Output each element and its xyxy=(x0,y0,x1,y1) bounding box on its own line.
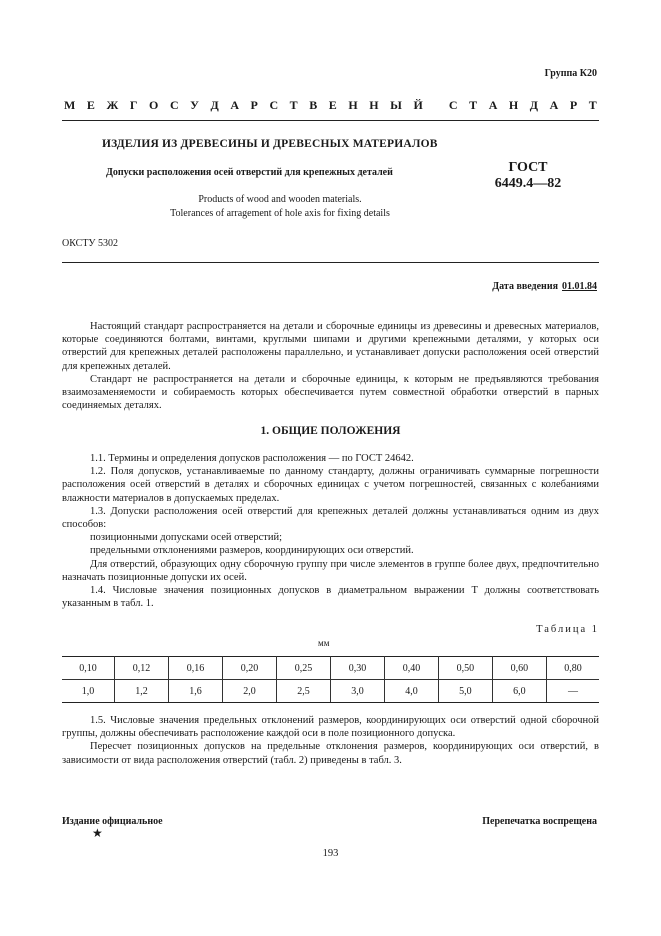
table-cell: 0,50 xyxy=(438,657,492,680)
heading-letter: Е xyxy=(328,98,337,112)
heading-letter: Г xyxy=(129,98,138,112)
heading-gap xyxy=(434,98,437,113)
official-edition-note: Издание официальное xyxy=(62,816,163,827)
heading-letter: С xyxy=(448,98,458,112)
reprint-prohibited-note: Перепечатка воспрещена xyxy=(482,816,597,827)
star-icon: ★ xyxy=(92,826,103,840)
clause-paragraph: 1.3. Допуски расположения осей отверстий для крепежных деталей должны устанавливаться одним из двух способов: xyxy=(62,505,599,531)
section-text-continued xyxy=(62,714,599,767)
table-cell: 5,0 xyxy=(438,680,492,703)
clause-paragraph: 1.2. Поля допусков, устанавливаемые по данному стандарту, должны ограничивать суммарные погрешности расположения осей отверстий в деталях и сборочных единицах с учетом погрешностей, связанных с колебаниями влажности материалов в допускаемых пределах. xyxy=(62,466,599,504)
table-cell: 0,40 xyxy=(384,657,438,680)
table-unit: мм xyxy=(318,638,330,648)
clause-item xyxy=(62,531,599,544)
table-cell: 2,5 xyxy=(276,680,330,703)
table-cell: 0,25 xyxy=(276,657,330,680)
table-cell: 0,30 xyxy=(330,657,384,680)
heading-letter: Д xyxy=(210,98,219,112)
clause-paragraph: 1.1. Термины и определения допусков расположения — по ГОСТ 24642. xyxy=(90,453,414,464)
heading-letter: Н xyxy=(369,98,379,112)
clause-item-text: позиционными допусками осей отверстий; xyxy=(90,532,283,544)
table-cell: 1,2 xyxy=(115,680,169,703)
heading-letter: О xyxy=(149,98,159,112)
english-title-line: Products of wood and wooden materials. xyxy=(198,194,362,205)
intro-text xyxy=(62,320,599,412)
heading-letter: Т xyxy=(289,98,298,112)
group-code: Группа К20 xyxy=(544,68,597,79)
clause-paragraph: 1.4. Числовые значения позиционных допусков в диаметральном выражении T должны соответствовать указанным в табл. 1. xyxy=(62,585,599,610)
table-cell: 0,60 xyxy=(492,657,546,680)
english-title xyxy=(150,193,410,221)
heading-letter: Ы xyxy=(390,98,402,112)
heading-letter: Н xyxy=(508,98,519,112)
heading-letter: Д xyxy=(529,98,539,112)
heading-letter: Ж xyxy=(106,98,119,112)
clause-item-text: предельными отклонениями размеров, координирующих оси отверстий. xyxy=(90,545,414,557)
page-number: 193 xyxy=(322,848,339,859)
english-title-line: Tolerances of arragement of hole axis for fixing details xyxy=(170,208,390,219)
clause-paragraph: Пересчет позиционных допусков на предельные отклонения размеров, координирующих оси отверстий, в зависимости от вида расположения отверстий (табл. 2) приведены в табл. 3. xyxy=(62,741,599,766)
table-label: Таблица 1 xyxy=(536,624,599,635)
clause-paragraph: 1.5. Числовые значения предельных отклонений размеров, координирующих оси отверстий одной сборочной группы, должны обеспечивать расположение каждой оси в поле позиционного допуска. xyxy=(62,715,599,740)
table-cell: 0,10 xyxy=(62,657,115,680)
middle-divider xyxy=(62,262,599,263)
gost-number xyxy=(478,160,578,192)
gost-code: 6449.4—82 xyxy=(494,176,562,191)
heading-letter: Н xyxy=(348,98,358,112)
table-row xyxy=(62,657,599,680)
table-cell: 2,0 xyxy=(223,680,277,703)
heading-letter: У xyxy=(190,98,199,112)
introduction-date xyxy=(492,281,597,292)
heading-letter: С xyxy=(169,98,179,112)
table-cell: 6,0 xyxy=(492,680,546,703)
clause-item xyxy=(62,544,599,557)
section-text xyxy=(62,452,599,610)
heading-letter: Р xyxy=(569,98,578,112)
section-heading: 1. ОБЩИЕ ПОЛОЖЕНИЯ xyxy=(260,425,401,437)
heading-letter: А xyxy=(549,98,559,112)
table-cell: — xyxy=(546,680,599,703)
tolerance-table xyxy=(62,656,599,703)
heading-letter: С xyxy=(269,98,279,112)
heading-letter: М xyxy=(64,98,76,112)
intro-paragraph: Настоящий стандарт распространяется на детали и сборочные единицы из древесины и древесных материалов, которые соединяются болтами, винтами, круглыми шипами и другими крепежными деталями, у которых оси отверстий для крепежных деталей расположены параллельно, и устанавливает допуски расположения осей отверстий для крепежных деталей. xyxy=(62,321,599,372)
heading-letter: Т xyxy=(469,98,478,112)
gost-label: ГОСТ xyxy=(508,160,548,175)
table-cell: 1,6 xyxy=(169,680,223,703)
document-title: ИЗДЕЛИЯ ИЗ ДРЕВЕСИНЫ И ДРЕВЕСНЫХ МАТЕРИАЛОВ xyxy=(102,138,438,150)
intro-paragraph: Стандарт не распространяется на детали и сборочные единицы, к которым не предъявляются требования взаимозаменяемости и собираемость которых обеспечивается путем совместной обработки отверстий в парных соединяемых деталях. xyxy=(62,373,599,412)
table-cell: 0,16 xyxy=(169,657,223,680)
table-row xyxy=(62,680,599,703)
top-divider xyxy=(62,120,599,121)
okstu-code: ОКСТУ 5302 xyxy=(62,238,119,249)
clause-paragraph: Для отверстий, образующих одну сборочную группу при числе элементов в группе более двух, предпочтительно назначать позиционные допуски их осей. xyxy=(62,558,599,583)
heading-letter: Т xyxy=(588,98,597,112)
table-cell: 1,0 xyxy=(62,680,115,703)
heading-letter: В xyxy=(309,98,318,112)
heading-letter: Й xyxy=(413,98,423,112)
table-cell: 0,12 xyxy=(115,657,169,680)
document-subtitle: Допуски расположения осей отверстий для крепежных деталей xyxy=(106,167,393,178)
table-cell: 0,80 xyxy=(546,657,599,680)
table-cell: 4,0 xyxy=(384,680,438,703)
interstate-standard-heading xyxy=(64,98,597,113)
heading-letter: Р xyxy=(250,98,258,112)
table-cell: 0,20 xyxy=(223,657,277,680)
heading-letter: Е xyxy=(86,98,95,112)
heading-letter: А xyxy=(230,98,239,112)
date-label: Дата введения xyxy=(492,281,558,292)
table-cell: 3,0 xyxy=(330,680,384,703)
heading-letter: А xyxy=(488,98,498,112)
date-value: 01.01.84 xyxy=(562,281,597,292)
